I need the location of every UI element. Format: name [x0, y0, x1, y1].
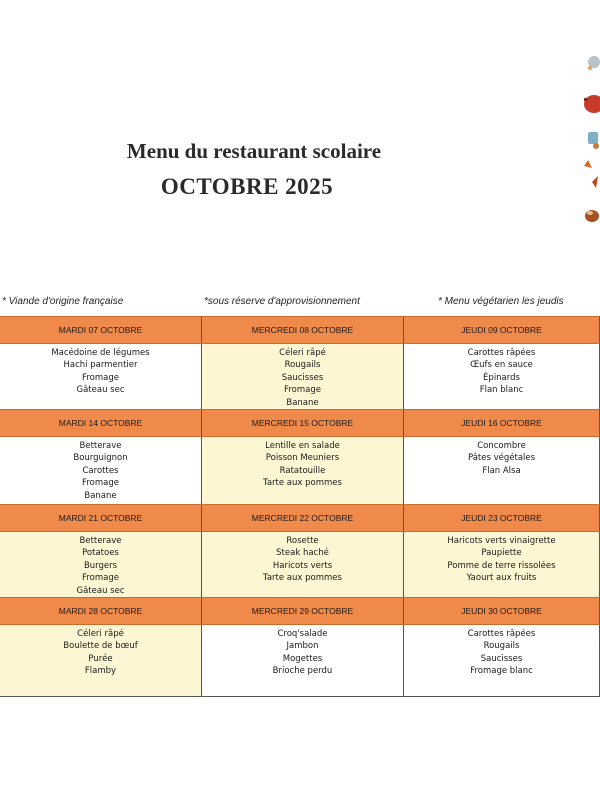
menu-item: Fromage	[82, 478, 119, 489]
menu-item: Poisson Meuniers	[265, 453, 340, 464]
day-menu	[404, 532, 600, 597]
day-header: JEUDI 09 OCTOBRE	[404, 317, 600, 343]
week-body	[0, 625, 600, 696]
week-body	[0, 437, 600, 504]
note-vegetarian: * Menu végétarien les jeudis	[438, 296, 564, 307]
week-row	[0, 316, 600, 409]
menu-item: Carottes	[82, 465, 119, 476]
day-menu	[202, 437, 404, 504]
day-header: MERCREDI 08 OCTOBRE	[202, 317, 404, 343]
menu-item: Rougails	[284, 360, 321, 371]
notes-line	[0, 296, 600, 310]
menu-item: Macédoine de légumes	[51, 347, 150, 358]
week-header	[0, 597, 600, 625]
menu-item: Gâteau sec	[76, 585, 125, 596]
day-menu	[404, 344, 600, 409]
day-header: MARDI 14 OCTOBRE	[0, 410, 202, 436]
note-supply: *sous réserve d'approvisionnement	[204, 296, 360, 307]
menu-item: Flamby	[84, 666, 117, 677]
day-menu	[0, 625, 202, 696]
menu-item: Fromage	[82, 573, 119, 584]
menu-item: Rougails	[483, 641, 520, 652]
day-header: JEUDI 23 OCTOBRE	[404, 505, 600, 531]
menu-item: Steak haché	[276, 548, 329, 559]
day-header: MERCREDI 15 OCTOBRE	[202, 410, 404, 436]
menu-item: Gâteau sec	[76, 385, 125, 396]
menu-item: Haricots verts vinaigrette	[447, 535, 556, 546]
day-menu	[0, 437, 202, 504]
day-header: JEUDI 16 OCTOBRE	[404, 410, 600, 436]
menu-item: Betterave	[79, 441, 122, 451]
week-row	[0, 597, 600, 696]
menu-item: Fromage blanc	[470, 666, 533, 677]
menu-item: Flan blanc	[479, 385, 524, 396]
week-row	[0, 504, 600, 597]
menu-item: Pomme de terre rissolées	[447, 560, 556, 571]
menu-item: Bourguignon	[73, 453, 128, 464]
day-header: JEUDI 30 OCTOBRE	[404, 598, 600, 624]
menu-item: Burgers	[83, 560, 118, 571]
autumn-decoration-icon	[570, 48, 600, 228]
day-header: MERCREDI 22 OCTOBRE	[202, 505, 404, 531]
menu-item: Banane	[84, 490, 117, 501]
week-body	[0, 532, 600, 597]
menu-item: Mogettes	[282, 653, 323, 664]
menu-item: Fromage	[82, 372, 119, 383]
menu-item: Yaourt aux fruits	[466, 573, 537, 584]
menu-item: Croq'salade	[277, 629, 328, 639]
page-subtitle: OCTOBRE 2025	[160, 174, 334, 199]
menu-item: Carottes râpées	[467, 347, 536, 358]
menu-item: Lentille en salade	[265, 441, 340, 451]
menu-item: Épinards	[483, 372, 520, 383]
menu-item: Banane	[286, 397, 319, 408]
menu-item: Ratatouille	[279, 465, 326, 476]
week-header	[0, 409, 600, 437]
menu-item: Carottes râpées	[467, 629, 536, 639]
menu-item: Paupiette	[481, 548, 522, 559]
menu-item: Boulette de bœuf	[63, 641, 138, 652]
table-bottom-border	[0, 696, 600, 697]
week-header	[0, 316, 600, 344]
menu-item: Hachi parmentier	[63, 360, 138, 371]
day-menu	[202, 625, 404, 696]
menu-table	[0, 316, 600, 697]
week-body	[0, 344, 600, 409]
menu-item: Céleri râpé	[77, 629, 124, 639]
menu-item: Céleri râpé	[279, 347, 326, 358]
menu-item: Jambon	[286, 641, 319, 652]
menu-item: Œufs en sauce	[470, 360, 533, 371]
day-header: MERCREDI 29 OCTOBRE	[202, 598, 404, 624]
page-title: Menu du restaurant scolaire	[126, 139, 382, 163]
day-menu	[404, 625, 600, 696]
day-menu	[404, 437, 600, 504]
day-header: MARDI 21 OCTOBRE	[0, 505, 202, 531]
menu-item: Tarte aux pommes	[263, 478, 342, 489]
menu-item: Haricots verts	[272, 560, 333, 571]
day-menu	[0, 344, 202, 409]
menu-item: Tarte aux pommes	[263, 573, 342, 584]
menu-item: Potatoes	[82, 548, 119, 559]
week-row	[0, 409, 600, 504]
day-menu	[202, 344, 404, 409]
menu-item: Concombre	[477, 441, 526, 451]
day-header: MARDI 07 OCTOBRE	[0, 317, 202, 343]
week-header	[0, 504, 600, 532]
menu-item: Purée	[88, 653, 113, 664]
menu-item: Fromage	[284, 385, 321, 396]
day-header: MARDI 28 OCTOBRE	[0, 598, 202, 624]
menu-item: Betterave	[79, 535, 122, 546]
menu-item: Saucisses	[281, 372, 324, 383]
menu-item: Pâtes végétales	[467, 453, 536, 464]
menu-item: Flan Alsa	[482, 465, 521, 476]
day-menu	[202, 532, 404, 597]
menu-item: Rosette	[286, 535, 319, 546]
day-menu	[0, 532, 202, 597]
note-meat-origin: * Viande d'origine française	[2, 296, 124, 307]
menu-item: Saucisses	[480, 653, 523, 664]
menu-item: Brioche perdu	[272, 666, 333, 677]
